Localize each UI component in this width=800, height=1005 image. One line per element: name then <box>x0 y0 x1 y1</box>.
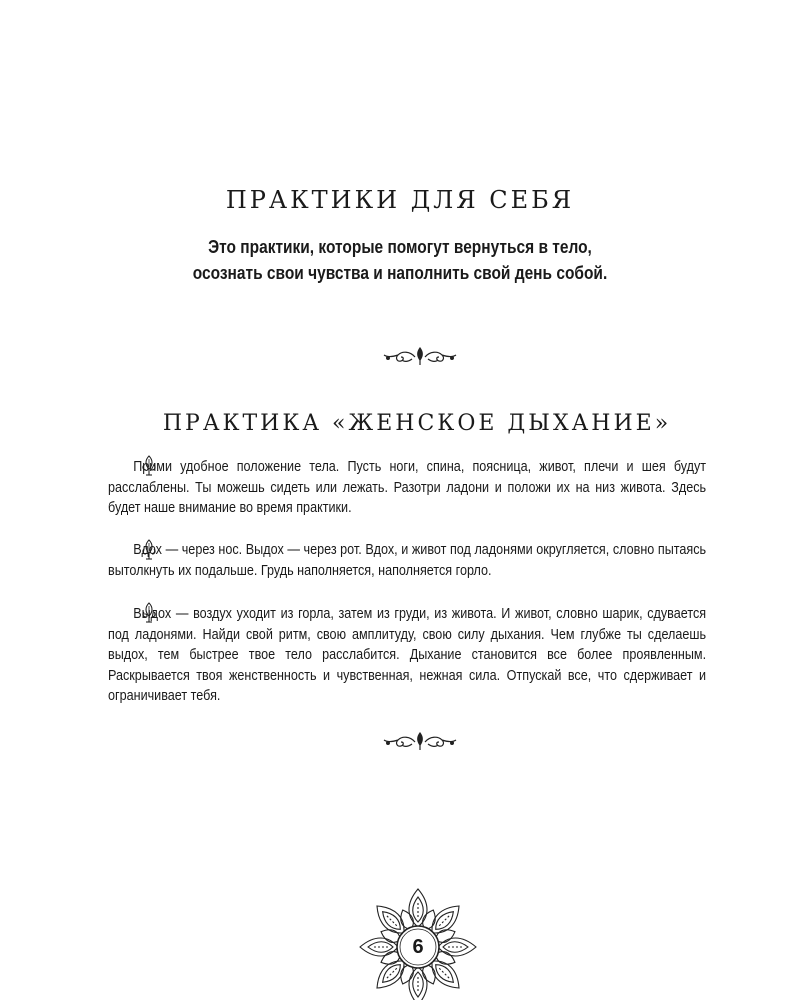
practice-paragraph: Вдох — через нос. Выдох — через рот. Вдох, и живот под ладонями округляется, словно пытаясь вытолкнуть их подальше. Грудь наполняется, наполняется горло. <box>108 541 707 579</box>
practice-paragraph: Выдох — воздух уходит из горла, затем из груди, из живота. И живот, словно шарик, сдувается под ладонями. Найди свой ритм, свою амплитуду, свою силу дыхания. Чем глубже ты сделаешь выдох, тем быстрее твое тело расслабится. Дыхание становится все более проявленным. Раскрывается твоя женственность и чувственная, нежная сила. Отпускай все, что сдерживает и ограничивает тебя. <box>108 605 707 704</box>
flourish-divider-icon <box>382 345 458 367</box>
practice-title: ПРАКТИКА «ЖЕНСКОЕ ДЫХАНИЕ» <box>162 411 672 436</box>
intro-line-1: Это практики, которые помогут вернуться в тело, <box>208 237 592 257</box>
section-title: ПРАКТИКИ ДЛЯ СЕБЯ <box>225 186 575 214</box>
practice-paragraph: Прими удобное положение тела. Пусть ноги, спина, поясница, живот, плечи и шея будут расслаблены. Ты можешь сидеть или лежать. Разотри ладони и положи их на низ живота. Здесь будет наше внимание во время практики. <box>108 458 707 516</box>
flourish-divider-icon <box>382 730 458 752</box>
section-intro <box>142 234 658 286</box>
intro-line-2: осознать свои чувства и наполнить свой день собой. <box>192 263 608 283</box>
page-number: 6 <box>412 936 424 958</box>
